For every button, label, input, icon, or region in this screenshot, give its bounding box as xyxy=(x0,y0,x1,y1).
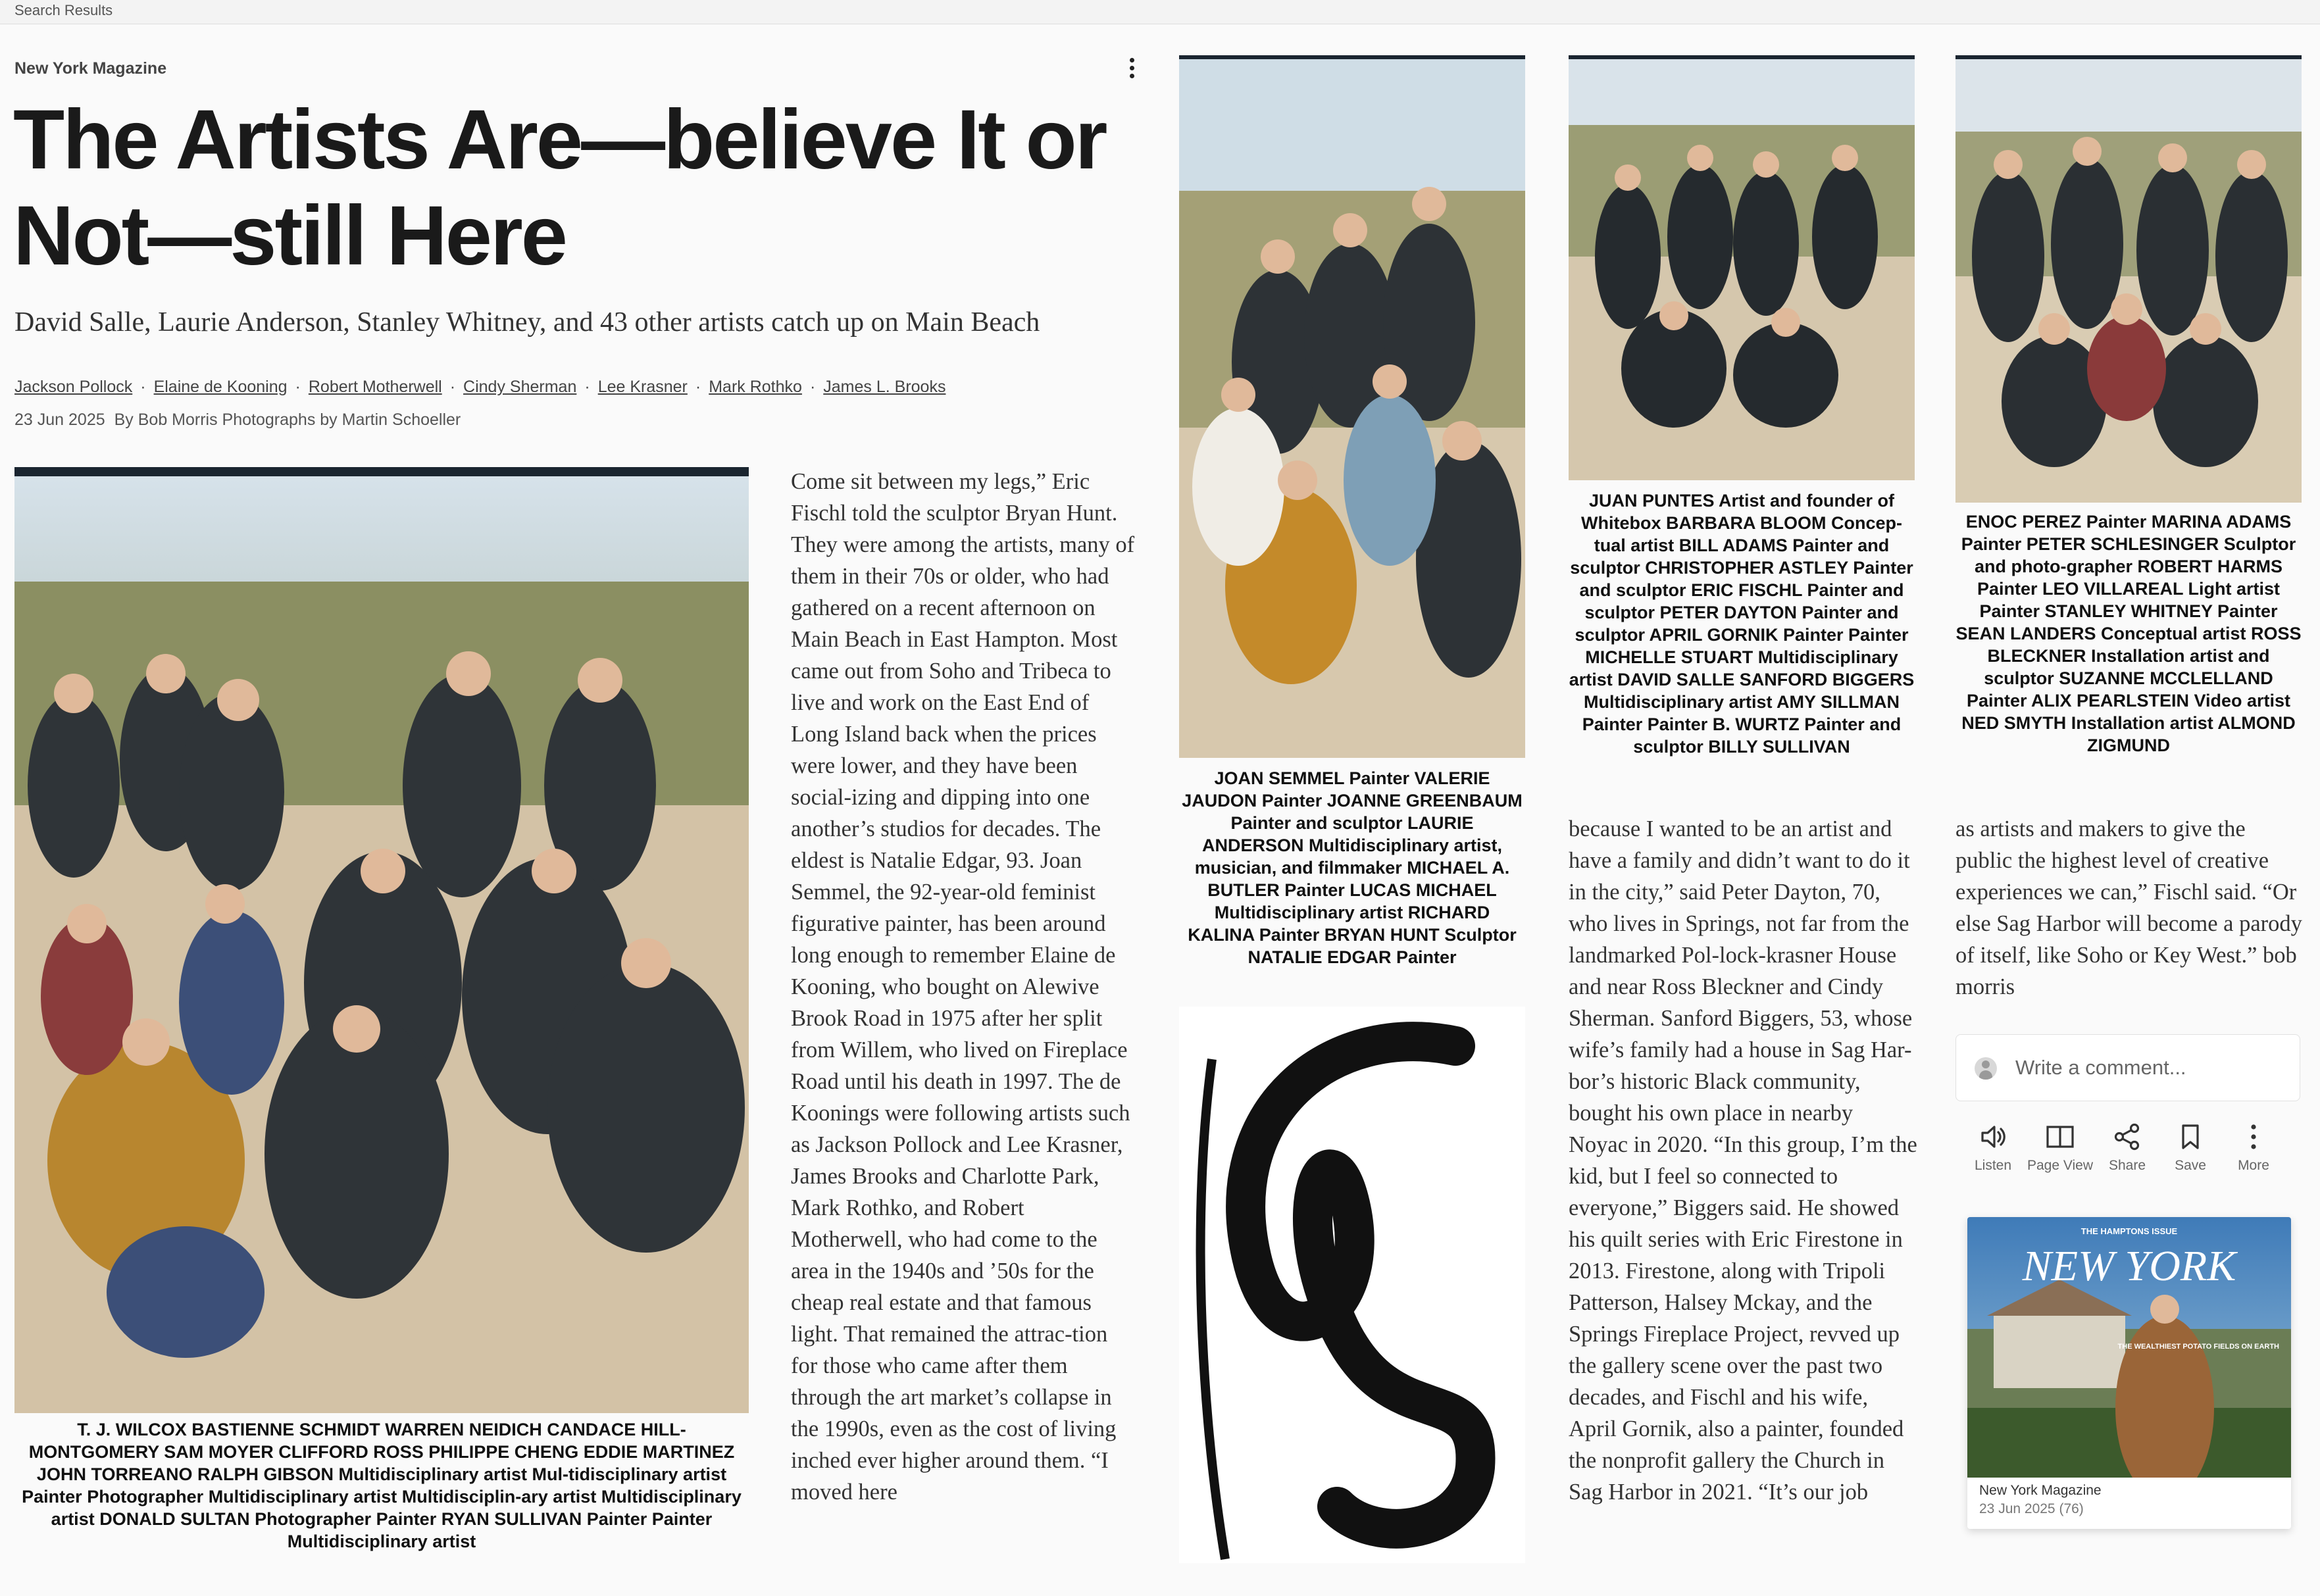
share-button[interactable] xyxy=(2091,1121,2163,1174)
photo-3-caption: JUAN PUNTES Artist and founder of Whitebox BARBARA BLOOM Concep-tual artist BILL ADAMS Painter and sculptor CHRISTOPHER ASTLEY Painter and sculptor ERIC FISCHL Painter and sculptor PETER DAYTON Painter and sculptor APRIL GORNIK Painter Painter MICHELLE STUART Multidisciplinary artist DAVID SALLE SANFORD BIGGERS Multidisciplinary artist AMY SILLMAN Painter Painter B. WURTZ Painter and sculptor BILLY SULLIVAN xyxy=(1569,491,1915,757)
magazine-count: (76) xyxy=(2059,1501,2084,1516)
group-photo-2 xyxy=(1179,55,1525,758)
comment-input[interactable] xyxy=(1955,1034,2300,1101)
tag-link[interactable]: Elaine de Kooning xyxy=(153,378,288,396)
byline xyxy=(14,411,470,430)
listen-button[interactable] xyxy=(1957,1121,2029,1174)
title-line-2: Not—still Here xyxy=(13,189,566,283)
share-label: Share xyxy=(2108,1158,2146,1173)
photo-4-caption: ENOC PEREZ Painter MARINA ADAMS Painter PETER SCHLESINGER Sculptor and photo-grapher ROBERT HARMS Painter LEO VILLAREAL Light artist Painter STANLEY WHITNEY Painter SEAN LANDERS Conceptual artist ROSS BLECKNER Installation artist and sculptor SUZANNE MCCLELLAND Painter ALIX PEARLSTEIN Video artist NED SMYTH Installation artist ALMOND ZIGMUND xyxy=(1955,512,2302,755)
tag-separator: · xyxy=(295,378,301,396)
tag-separator: · xyxy=(584,378,590,396)
article-body-column-1: Come sit between my legs,” Eric Fischl told the sculptor Bryan Hunt. They were among the artists, many of them in their 70s or older, who had gathered on a recent afternoon on Main Beach in East Hampton. Most came out from Soho and Tribeca to live and work on the East End of Long Island back when the prices were lower, and they have been social-izing and dipping into one another’s studios for decades. The eldest is Natalie Edgar, 93. Joan Semmel, the 92-year-old feminist figurative painter, has been around long enough to remember Elaine de Kooning, who bought on Alewive Brook Road in 1975 after her split from Willem, who lived on Fireplace Road until his death in 1997. The de Koonings were following artists such as Jackson Pollock and Lee Krasner, James Brooks and Charlotte Park, Mark Rothko, and Robert Motherwell, who had come to the area in the 1940s and ’50s for the cheap real estate and that famous light. That remained the attrac-tion for those who came after them through the art market’s collapse in the 1990s, even as the cost of living inched ever higher around them. “I moved here xyxy=(791,469,1135,1505)
tag-separator: · xyxy=(809,378,816,396)
group-photo-main xyxy=(14,467,749,1413)
group-photo-3 xyxy=(1569,55,1915,480)
tag-link[interactable]: Mark Rothko xyxy=(709,378,802,396)
title-line-1: The Artists Are—believe It or xyxy=(13,93,1106,187)
magazine-date-count xyxy=(1979,1501,2084,1517)
save-label: Save xyxy=(2175,1158,2206,1173)
article-dek: David Salle, Laurie Anderson, Stanley Whitney, and 43 other artists catch up on Main Beach xyxy=(14,307,1040,337)
tag-separator: · xyxy=(449,378,456,396)
magazine-date: 23 Jun 2025 xyxy=(1979,1501,2055,1516)
book-icon xyxy=(2044,1121,2076,1153)
article-title xyxy=(13,92,1132,284)
article-body-column-3: as artists and makers to give the public the highest level of creative experiences we can,” Fischl said. “Or else Sag Harbor will become a parody of itself, like Soho or Key West.” bob morris xyxy=(1955,816,2302,999)
magazine-cover[interactable] xyxy=(1967,1217,2291,1478)
page-view-label: Page View xyxy=(2027,1158,2094,1173)
more-vertical-icon xyxy=(2238,1121,2269,1153)
top-bar xyxy=(0,0,2320,24)
article-body-column-2: because I wanted to be an artist and have a family and didn’t want to do it in the city,” said Peter Dayton, 70, who lives in Springs, not far from the landmarked Pol-lock-krasner House and near Ross Bleckner and Cindy Sherman. Sanford Biggers, 53, whose wife’s family had a house in Sag Har-bor’s historic Black community, bought his own place in nearby Noyac in 2020. “In this group, I’m the kid, but I feel so connected to everyone,” Biggers said. He showed his quilt series with Eric Firestone in 2013. Firestone, along with Tripoli Patterson, Halsey Mckay, and the Springs Fireplace Project, revved up the gallery scene over the past two decades, and Fischl and his wife, April Gornik, also a painter, founded the nonprofit gallery the Church in Sag Harbor in 2021. “It’s our job xyxy=(1569,816,1917,1505)
listen-label: Listen xyxy=(1974,1158,2012,1173)
page-view-button[interactable] xyxy=(2024,1121,2096,1174)
save-button[interactable] xyxy=(2154,1121,2227,1174)
author-credit: By Bob Morris Photographs by Martin Schoeller xyxy=(114,411,461,429)
more-label: More xyxy=(2238,1158,2269,1173)
comment-placeholder: Write a comment... xyxy=(2015,1056,2186,1079)
tag-list xyxy=(14,378,946,397)
search-results-breadcrumb[interactable]: Search Results xyxy=(14,2,113,18)
speaker-icon xyxy=(1977,1121,2009,1153)
publish-date: 23 Jun 2025 xyxy=(14,411,105,429)
cover-headline: THE WEALTHIEST POTATO FIELDS ON EARTH xyxy=(2117,1343,2279,1351)
cover-masthead: NEW YORK xyxy=(2022,1242,2236,1290)
share-icon xyxy=(2111,1121,2143,1153)
tag-link[interactable]: Robert Motherwell xyxy=(308,378,442,396)
main-photo-caption: T. J. WILCOX BASTIENNE SCHMIDT WARREN NEIDICH CANDACE HILL-MONTGOMERY SAM MOYER CLIFFORD ROSS PHILIPPE CHENG EDDIE MARTINEZ JOHN TORREANO RALPH GIBSON Multidisciplinary artist Mul-tidisciplinary artist Painter Photographer Multidisciplinary artist Multidisciplin-ary artist Multidisciplinary artist DONALD SULTAN Photographer Painter RYAN SULLIVAN Painter Painter Multidisciplinary artist xyxy=(22,1420,742,1551)
tag-link[interactable]: James L. Brooks xyxy=(823,378,946,396)
group-photo-4 xyxy=(1955,55,2302,503)
photo-2-caption: JOAN SEMMEL Painter VALERIE JAUDON Painter JOANNE GREENBAUM Painter and sculptor LAURIE ANDERSON Multidisciplinary artist, musician, and filmmaker MICHAEL A. BUTLER Painter LUCAS MICHAEL Multidisciplinary artist RICHARD KALINA Painter BRYAN HUNT Sculptor NATALIE EDGAR Painter xyxy=(1182,768,1523,967)
magazine-issue-card[interactable] xyxy=(1967,1217,2291,1529)
more-button[interactable] xyxy=(2217,1121,2290,1174)
more-options-icon[interactable] xyxy=(1122,55,1142,86)
article-actions xyxy=(1957,1121,2292,1180)
magazine-name: New York Magazine xyxy=(1979,1483,2102,1498)
avatar xyxy=(1975,1057,1997,1080)
tag-link[interactable]: Cindy Sherman xyxy=(463,378,577,396)
tag-separator: · xyxy=(695,378,701,396)
cover-issue-label: THE HAMPTONS ISSUE xyxy=(2080,1226,2178,1236)
tag-separator: · xyxy=(140,378,146,396)
bookmark-icon xyxy=(2175,1121,2206,1153)
tag-link[interactable]: Lee Krasner xyxy=(597,378,688,396)
curbed-logo xyxy=(1179,1007,1525,1563)
publication-name[interactable]: New York Magazine xyxy=(14,59,167,78)
tag-link[interactable]: Jackson Pollock xyxy=(14,378,133,396)
